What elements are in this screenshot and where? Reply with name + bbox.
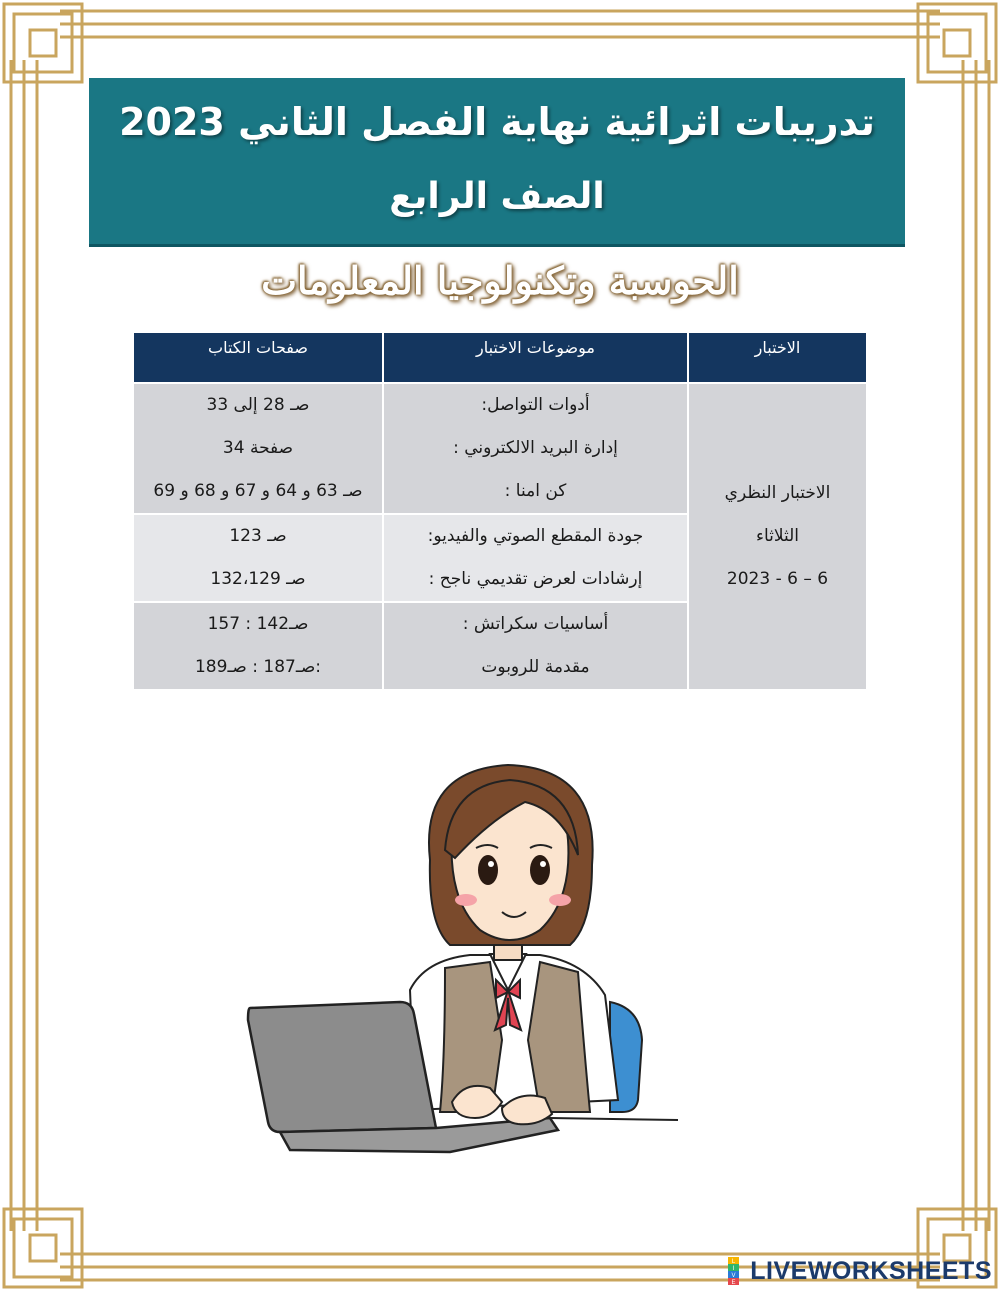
page-ref: صـ 132،129 — [210, 569, 306, 589]
column-header-pages: صفحات الكتاب — [133, 332, 383, 383]
subject-title: الحوسبة وتكنولوجيا المعلومات — [261, 258, 739, 303]
logo-letter: V — [731, 1273, 736, 1279]
topics-cell — [383, 383, 688, 514]
liveworksheets-logo — [728, 1256, 992, 1286]
topic-item: إرشادات لعرض تقديمي ناجح : — [428, 569, 643, 589]
page-ref: :صـ187 : صـ189 — [194, 657, 321, 677]
page-ref: صـ 63 و 64 و 67 و 68 و 69 — [153, 481, 363, 501]
page-ref: صـ 123 — [229, 526, 287, 546]
exam-schedule-table — [132, 331, 868, 691]
topic-item: مقدمة للروبوت — [481, 657, 590, 677]
exam-name: الاختبار النظري — [724, 483, 831, 503]
pages-cell — [133, 514, 383, 602]
pages-cell — [133, 602, 383, 690]
exam-info-cell — [688, 383, 867, 690]
column-header-topics: موضوعات الاختبار — [383, 332, 688, 383]
column-header-exam: الاختبار — [688, 332, 867, 383]
logo-letter: L — [732, 1259, 736, 1265]
topics-cell — [383, 514, 688, 602]
exam-day: الثلاثاء — [755, 526, 800, 546]
topic-item: أدوات التواصل: — [481, 395, 590, 415]
topic-item: إدارة البريد الالكتروني : — [453, 438, 618, 458]
live-blocks-icon — [728, 1257, 750, 1285]
topic-item: أساسيات سكراتش : — [462, 614, 609, 634]
exam-date: 6 – 6 - 2023 — [726, 569, 829, 589]
topic-item: جودة المقطع الصوتي والفيديو: — [427, 526, 644, 546]
table-header-row — [133, 332, 867, 383]
page-title: تدريبات اثرائية نهاية الفصل الثاني 2023 — [119, 100, 875, 144]
topic-item: كن امنا : — [504, 481, 567, 501]
logo-letter: I — [732, 1266, 735, 1272]
title-banner — [89, 78, 905, 247]
logo-letter: E — [731, 1280, 736, 1285]
page-ref: صـ 28 إلى 33 — [206, 395, 310, 415]
table-row — [133, 383, 867, 514]
logo-text: LIVEWORKSHEETS — [750, 1256, 992, 1285]
topics-cell — [383, 602, 688, 690]
page-ref: صفحة 34 — [222, 438, 294, 458]
pages-cell — [133, 383, 383, 514]
page-ref: صـ142 : 157 — [207, 614, 309, 634]
grade-title: الصف الرابع — [389, 176, 605, 217]
girl-laptop-illustration — [240, 740, 690, 1160]
